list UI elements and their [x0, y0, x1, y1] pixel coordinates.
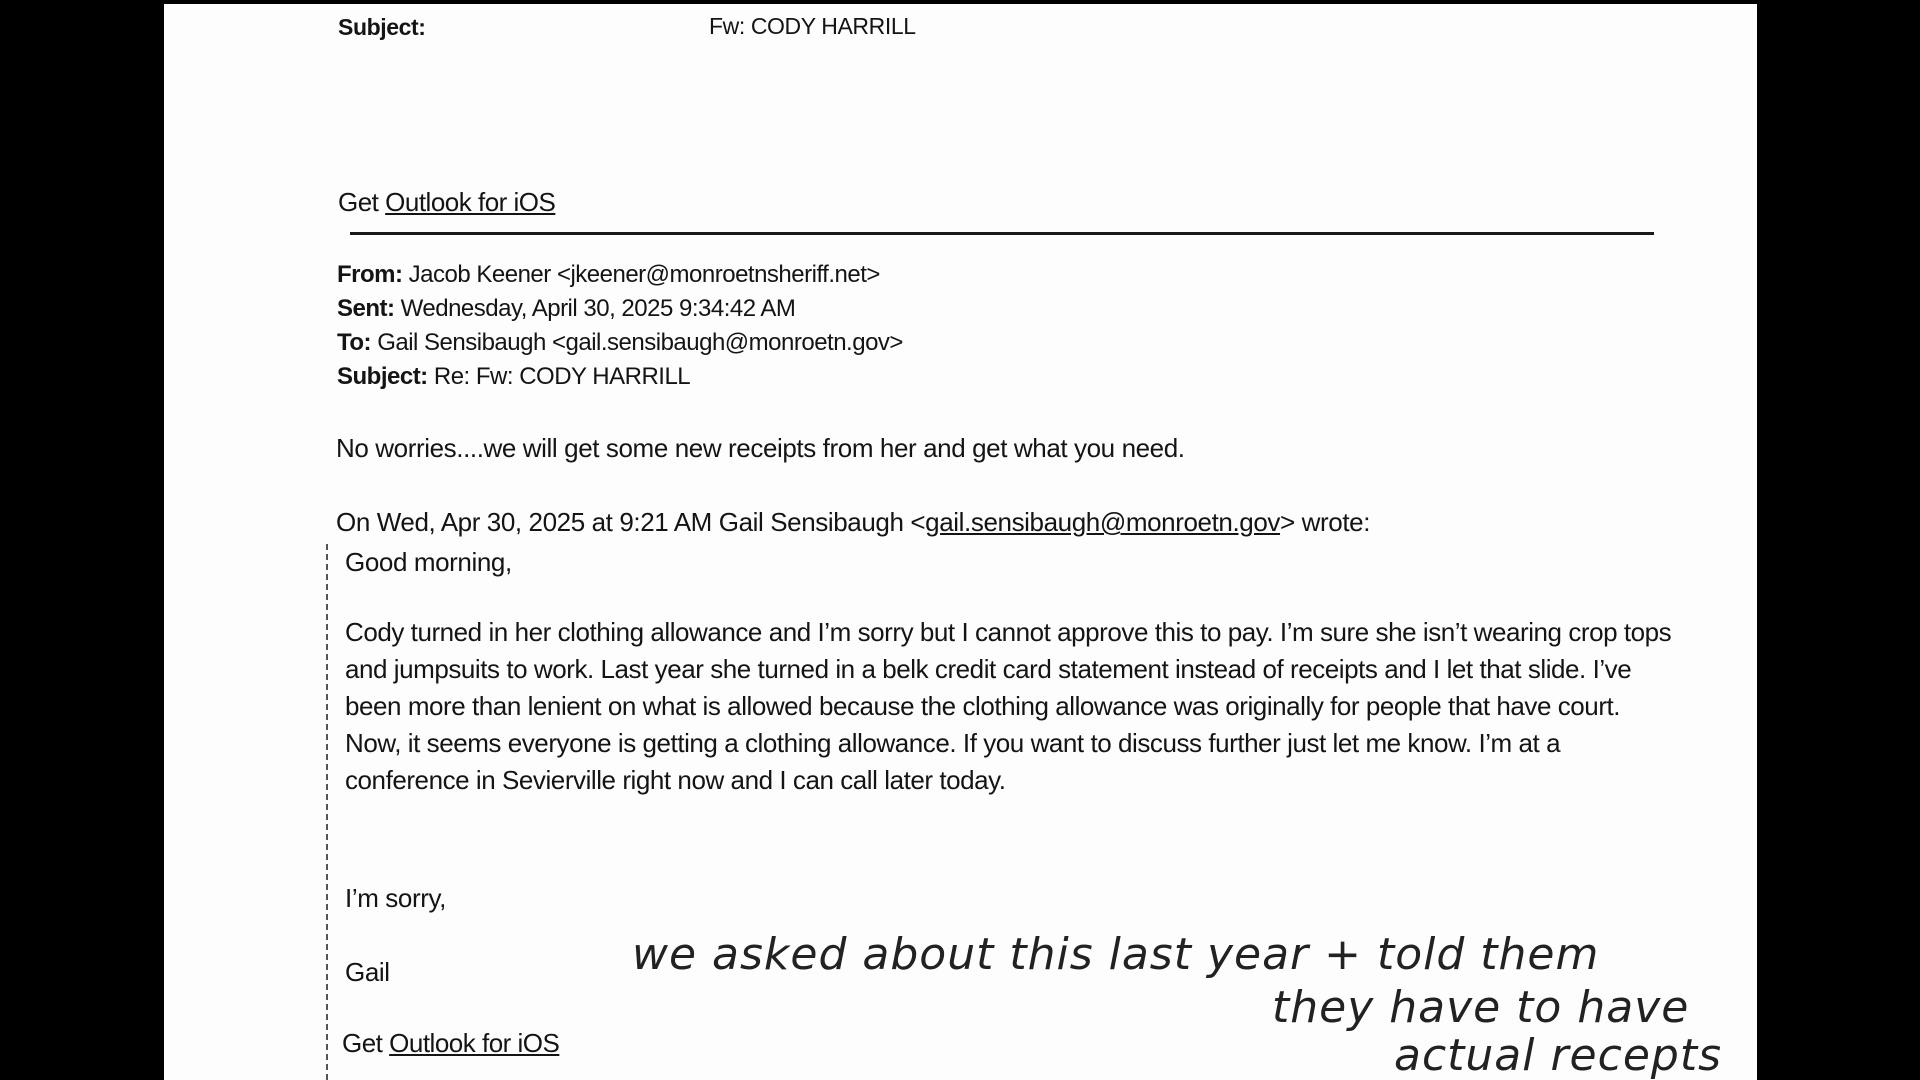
quoted-greeting: Good morning,: [345, 547, 512, 577]
quoted-email-link[interactable]: gail.sensibaugh@monroetn.gov: [925, 507, 1281, 537]
to-line: [337, 326, 903, 360]
reply-subject-value: Re: Fw: CODY HARRILL: [433, 363, 691, 390]
handwritten-note-line-3: actual recepts: [1394, 1030, 1722, 1080]
handwritten-note-line-1: we asked about this last year + told them: [632, 929, 1600, 980]
reply-subject-line: [337, 360, 690, 394]
quoted-intro-suffix: > wrote:: [1280, 507, 1371, 537]
quoted-intro: [336, 504, 1370, 541]
top-subject-value: Fw: CODY HARRILL: [709, 13, 916, 39]
quoted-outlook-for-ios-link[interactable]: Outlook for iOS: [389, 1028, 560, 1058]
reply-subject-label: Subject:: [337, 363, 428, 390]
quoted-signature: Gail: [345, 957, 390, 987]
quoted-intro-prefix: On Wed, Apr 30, 2025 at 9:21 AM Gail Sensibaugh <: [336, 507, 926, 537]
top-subject-label: Subject:: [338, 14, 426, 40]
to-value: Gail Sensibaugh <gail.sensibaugh@monroetn.gov>: [377, 329, 903, 356]
quoted-get-outlook-prefix: Get: [342, 1028, 390, 1058]
handwritten-note-line-2: they have to have: [1272, 982, 1690, 1033]
sent-label: Sent:: [337, 295, 395, 322]
from-line: [337, 258, 880, 292]
sent-value: Wednesday, April 30, 2025 9:34:42 AM: [400, 295, 796, 322]
to-label: To:: [337, 329, 372, 356]
document-page: [164, 4, 1757, 1080]
outlook-for-ios-link[interactable]: Outlook for iOS: [385, 187, 556, 217]
quote-bar: [326, 544, 328, 1080]
quoted-paragraph: Cody turned in her clothing allowance and I’m sorry but I cannot approve this to pay. I’m sure she isn’t wearing crop tops and jumpsuits to work. Last year she turned in a belk credit card statement instead of receipts and I let that slide. I’ve been more than lenient on what is allowed because the clothing allowance was originally for people that have court. Now, it seems everyone is getting a clothing allowance. If you want to discuss further just let me know. I’m at a conference in Sevierville right now and I can call later today.: [345, 617, 1672, 795]
header-divider: [350, 232, 1654, 235]
from-value: Jacob Keener <jkeener@monroetnsheriff.net>: [408, 261, 880, 288]
from-label: From:: [337, 261, 403, 288]
sent-line: [337, 292, 795, 326]
quoted-get-outlook-line: [342, 1028, 559, 1059]
reply-body: No worries....we will get some new receipts from her and get what you need.: [336, 433, 1185, 463]
get-outlook-line: [338, 187, 555, 218]
quoted-closing: I’m sorry,: [345, 883, 446, 913]
get-outlook-prefix: Get: [338, 187, 386, 217]
